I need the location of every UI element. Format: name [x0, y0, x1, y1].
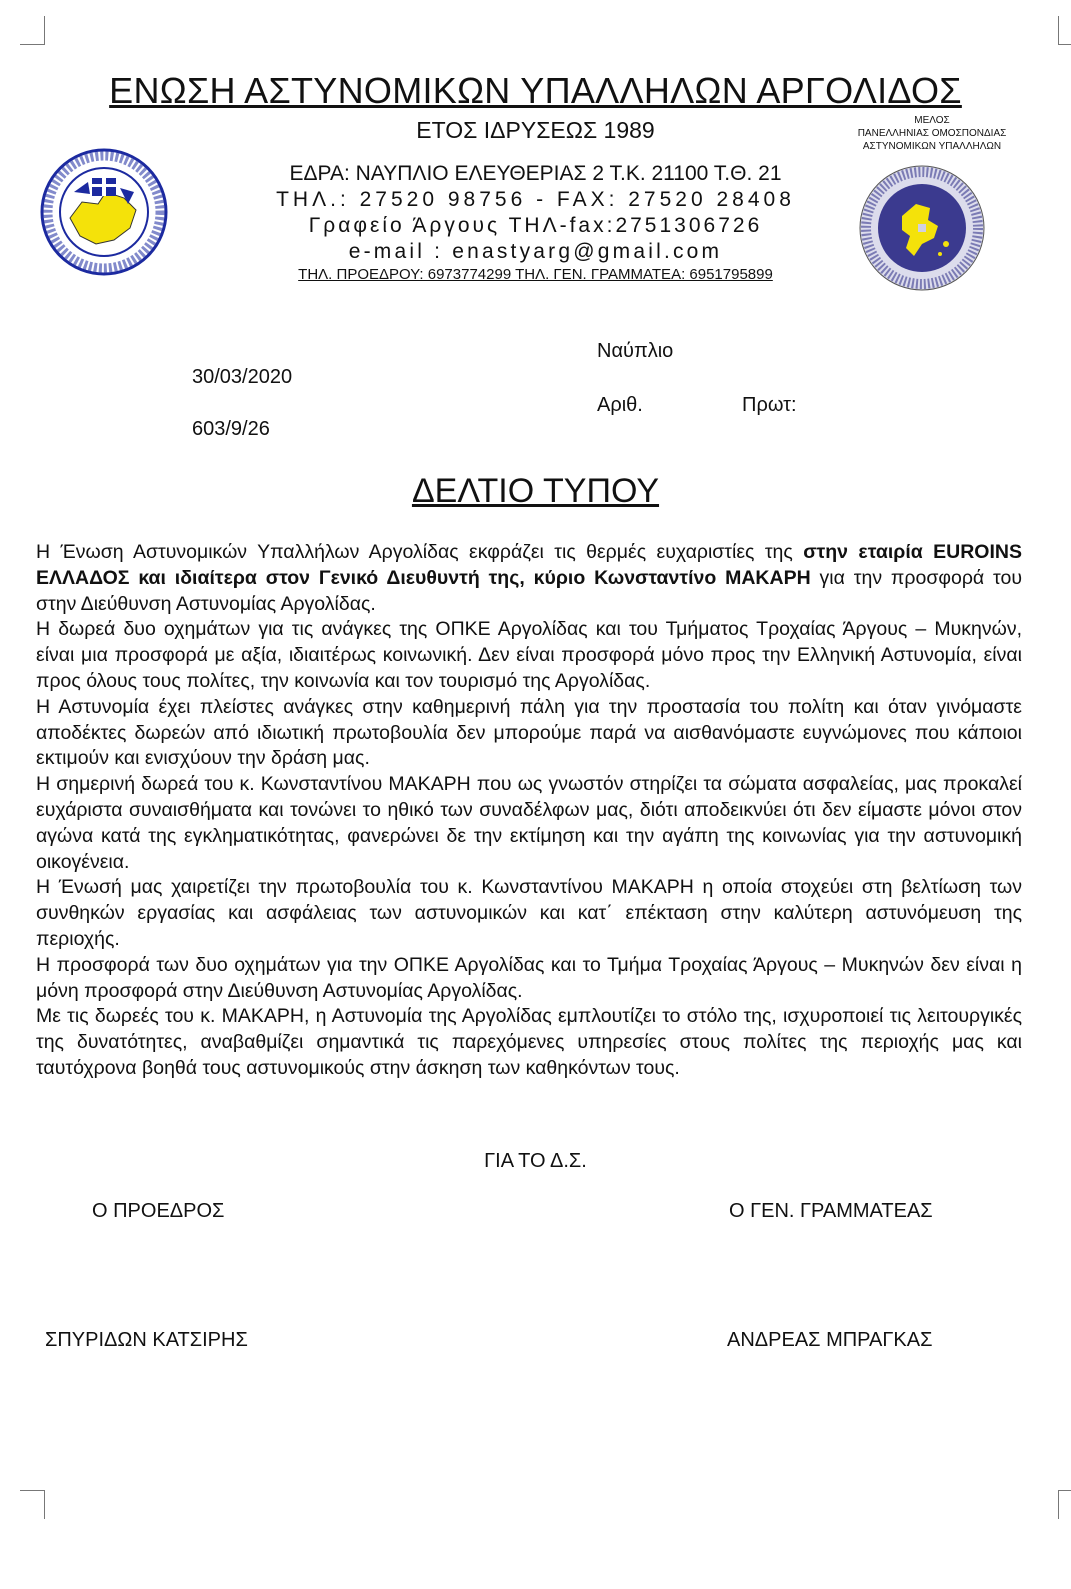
president-title: Ο ΠΡΟΕΔΡΟΣ [92, 1200, 225, 1222]
union-seal-icon [40, 148, 168, 276]
phone-fax-line: ΤΗΛ.: 27520 98756 - FAX: 27520 28408 [276, 188, 795, 211]
document-date: 30/03/2020 [192, 366, 293, 388]
member-line: ΑΣΤΥΝΟΜΙΚΩΝ ΥΠΑΛΛΗΛΩΝ [862, 141, 1002, 152]
prot-label: Πρωτ: [742, 394, 797, 416]
crop-mark-bottom-right [1058, 1490, 1071, 1519]
email-line: e-mail : enastyarg@gmail.com [348, 240, 723, 263]
reference-number: 603/9/26 [192, 418, 270, 440]
secretary-title: Ο ΓΕΝ. ΓΡΑΜΜΑΤΕΑΣ [729, 1200, 933, 1222]
paragraph: Η σημερινή δωρεά του κ. Κωνσταντίνου ΜΑΚΑΡΗ που ως γνωστόν στηρίζει τα σώματα ασφαλείας, μας προκαλεί ευχάριστα συναισθήματα και τονώνει το ηθικό των συναδέλφων μας, διότι αποδεικνύει ότι δεν είμαστε μόνοι στον αγώνα κατά της εγκληματικότητας, φανερώνει δε την εκτίμηση και την αγάπη της κοινωνίας για την αστυνομική οικογένεια. [36, 773, 1022, 873]
paragraph: Με τις δωρεές του κ. ΜΑΚΑΡΗ, η Αστυνομία της Αργολίδας εμπλουτίζει το στόλο της, ισχυροποιεί τις λειτουργικές της δυνατότητες, αναβαθμίζει σημαντικά τις παρεχόμενες υπηρεσίες στους πολίτες της περιοχής μας και ταυτόχρονα βοηθά τους αστυνομικούς στην άσκηση των καθηκόντων τους. [36, 1005, 1022, 1079]
for-board-label: ΓΙΑ ΤΟ Δ.Σ. [484, 1150, 587, 1172]
paragraph: Η δωρεά δυο οχημάτων για τις ανάγκες της ΟΠΚΕ Αργολίδας και του Τμήματος Τροχαίας Άργους – Μυκηνών, είναι μια προσφορά με αξία, ιδιαιτέρως κοινωνική. Δεν είναι προσφορά μόνο προς την Ελληνική Αστυνομία, είναι προς όλους τους πολίτες, την κοινωνία και τον τουρισμό της Αργολίδας. [36, 618, 1022, 692]
federation-seal-icon [858, 164, 986, 292]
crop-mark-top-left [20, 16, 45, 45]
crop-mark-bottom-left [20, 1490, 45, 1519]
secretary-name: ΑΝΔΡΕΑΣ ΜΠΡΑΓΚΑΣ [727, 1329, 933, 1351]
argos-office-line: Γραφείο Άργους ΤΗΛ-fax:2751306726 [308, 214, 763, 237]
paragraph: Η Αστυνομία έχει πλείστες ανάγκες στην καθημερινή πάλη για την προστασία του πολίτη και όταν γινόμαστε αποδέκτες δωρεών από ιδιωτική πρωτοβουλία δεν μπορούμε παρά να αισθανόμαστε ευγνώμονες που κάποιοι εκτιμούν και ενισχύουν την δράση μας. [36, 695, 1022, 770]
president-name: ΣΠΥΡΙΔΩΝ ΚΑΤΣΙΡΗΣ [45, 1329, 248, 1351]
paragraph: Η προσφορά των δυο οχημάτων για την ΟΠΚΕ Αργολίδας και το Τμήμα Τροχαίας Άργους – Μυκηνών δεν είναι η μόνη προσφορά στην Διεύθυνση Αστυνομίας Αργολίδας. [36, 953, 1022, 1002]
paragraph-text: για την προσφορά του στην Διεύθυνση Αστυνομίας Αργολίδας. [36, 566, 1022, 615]
member-line: ΜΕΛΟΣ [914, 115, 950, 126]
paragraph-text: Η Ένωση Αστυνομικών Υπαλλήλων Αργολίδας εκφράζει τις θερμές ευχαριστίες της [36, 541, 804, 563]
press-release-body [36, 540, 1022, 1082]
arith-label: Αριθ. [597, 394, 643, 416]
federation-membership-note [838, 114, 1026, 153]
paragraph: Η Ένωσή μας χαιρετίζει την πρωτοβουλία του κ. Κωνσταντίνου ΜΑΚΑΡΗ η οποία στοχεύει στη βελτίωση των συνθηκών εργασίας και ασφάλειας των αστυνομικών και κατ΄ επέκταση στην καλύτερη αστυνόμευση της περιοχής. [36, 876, 1022, 950]
union-name-title: ΕΝΩΣΗ ΑΣΤΥΝΟΜΙΚΩΝ ΥΠΑΛΛΗΛΩΝ ΑΡΓΟΛΙΔΟΣ [109, 70, 962, 111]
crop-mark-top-right [1058, 16, 1071, 45]
paragraph-bold-text: στην εταιρία EUROINS ΕΛΛΑΔΟΣ και ιδιαίτερα στον Γενικό Διευθυντή της, κύριο Κωνσταντίνο ΜΑΚΑΡΗ [36, 541, 1022, 589]
contacts-line: ΤΗΛ. ΠΡΟΕΔΡΟΥ: 6973774299 ΤΗΛ. ΓΕΝ. ΓΡΑΜΜΑΤΕΑ: 6951795899 [298, 266, 773, 283]
address-line: ΕΔΡΑ: ΝΑΥΠΛΙΟ ΕΛΕΥΘΕΡΙΑΣ 2 Τ.Κ. 21100 Τ.Θ. 21 [289, 162, 782, 185]
paragraph [36, 540, 1022, 617]
press-release-title: ΔΕΛΤΙΟ ΤΥΠΟΥ [411, 472, 660, 510]
founded-year: ΕΤΟΣ ΙΔΡΥΣΕΩΣ 1989 [416, 117, 655, 143]
member-line: ΠΑΝΕΛΛΗΝΙΑΣ ΟΜΟΣΠΟΝΔΙΑΣ [857, 128, 1007, 139]
place-label: Ναύπλιο [597, 340, 674, 362]
